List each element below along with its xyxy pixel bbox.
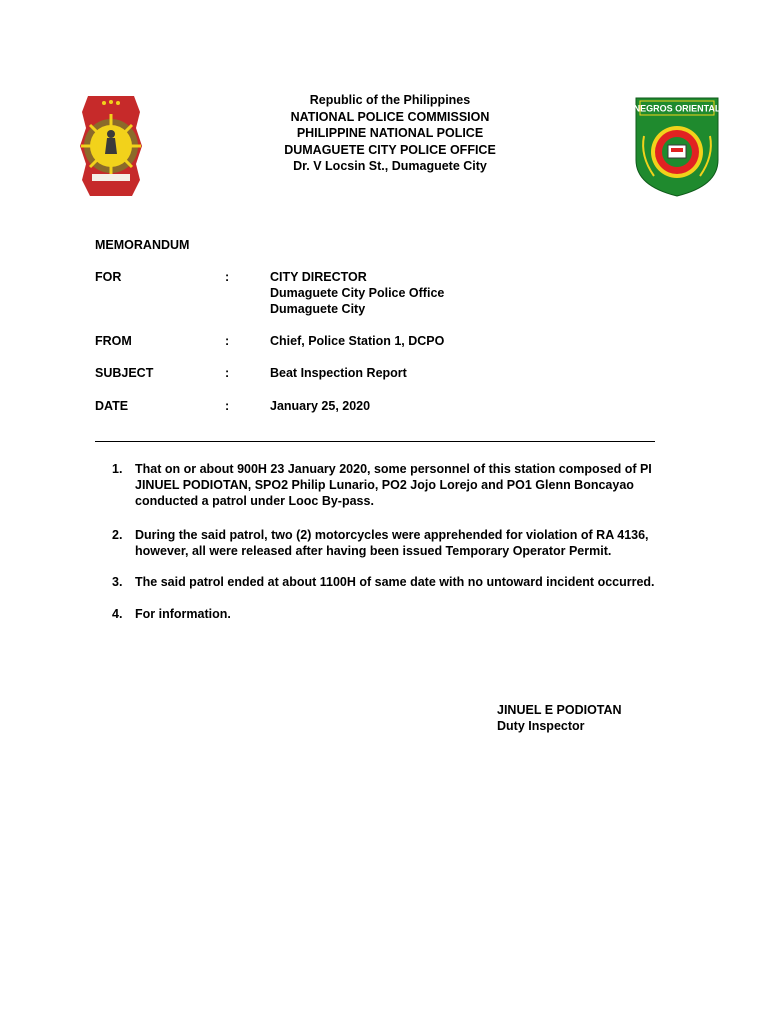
- field-label: SUBJECT: [95, 366, 154, 380]
- body-paragraph-3: [112, 574, 672, 590]
- letterhead-line-3: PHILIPPINE NATIONAL POLICE: [296, 126, 484, 140]
- field-value: [270, 365, 590, 381]
- pnp-seal-logo: [78, 92, 144, 200]
- paragraph-text: [135, 574, 675, 590]
- paragraph-text: [135, 461, 675, 509]
- separator-line: [95, 441, 655, 442]
- field-value-line: Dumaguete City Police Office: [270, 286, 445, 300]
- paragraph-line: During the said patrol, two (2) motorcycles were apprehended for violation of RA 4136,: [135, 528, 649, 542]
- letterhead-line-2: NATIONAL POLICE COMMISSION: [290, 109, 490, 124]
- paragraph-line: That on or about 900H 23 January 2020, some personnel of this station composed of PI: [135, 462, 652, 476]
- body-paragraph-2: [112, 527, 672, 559]
- field-label: DATE: [95, 399, 129, 413]
- letterhead-line-4: DUMAGUETE CITY POLICE OFFICE: [284, 142, 496, 157]
- field-value-line: Dumaguete City: [270, 302, 366, 316]
- badge-title-text: NEGROS ORIENTAL: [634, 103, 720, 114]
- signatory-title: Duty Inspector: [497, 719, 585, 733]
- field-value: [270, 269, 590, 317]
- field-colon: :: [225, 366, 230, 380]
- body-paragraph-4: [112, 606, 672, 622]
- memo-field-from: [95, 333, 655, 349]
- signatory-name: JINUEL E PODIOTAN: [497, 703, 622, 717]
- paragraph-text: [135, 606, 675, 622]
- paragraph-number: 3.: [112, 575, 123, 589]
- paragraph-text: [135, 527, 675, 559]
- field-label: FOR: [95, 270, 122, 284]
- memorandum-title: MEMORANDUM: [95, 238, 190, 252]
- field-colon: :: [225, 270, 230, 284]
- paragraph-line: The said patrol ended at about 1100H of same date with no untoward incident occurred.: [135, 575, 655, 589]
- field-value-line: January 25, 2020: [270, 399, 371, 413]
- letterhead-line-5: Dr. V Locsin St., Dumaguete City: [293, 159, 487, 173]
- field-value-line: Beat Inspection Report: [270, 366, 407, 380]
- field-value: [270, 398, 590, 414]
- field-label: FROM: [95, 334, 132, 348]
- paragraph-line: For information.: [135, 607, 231, 621]
- field-colon: :: [225, 399, 230, 413]
- letterhead-line-1: Republic of the Philippines: [309, 93, 471, 107]
- paragraph-line: conducted a patrol under Looc By-pass.: [135, 494, 374, 508]
- letterhead: [230, 92, 550, 175]
- paragraph-line: JINUEL PODIOTAN, SPO2 Philip Lunario, PO2 Jojo Lorejo and PO1 Glenn Boncayao: [135, 478, 634, 492]
- field-value-line: CITY DIRECTOR: [270, 270, 367, 284]
- memo-field-date: [95, 398, 655, 414]
- paragraph-line: however, all were released after having been issued Temporary Operator Permit.: [135, 544, 612, 558]
- field-value-line: Chief, Police Station 1, DCPO: [270, 334, 445, 348]
- paragraph-number: 1.: [112, 462, 123, 476]
- field-value: [270, 333, 590, 349]
- paragraph-number: 4.: [112, 607, 123, 621]
- signature-block: [497, 702, 622, 734]
- memo-field-for: [95, 269, 655, 317]
- memo-field-subject: [95, 365, 655, 381]
- paragraph-number: 2.: [112, 528, 123, 542]
- body-paragraph-1: [112, 461, 672, 509]
- field-colon: :: [225, 334, 230, 348]
- negros-oriental-badge-logo: [634, 96, 720, 198]
